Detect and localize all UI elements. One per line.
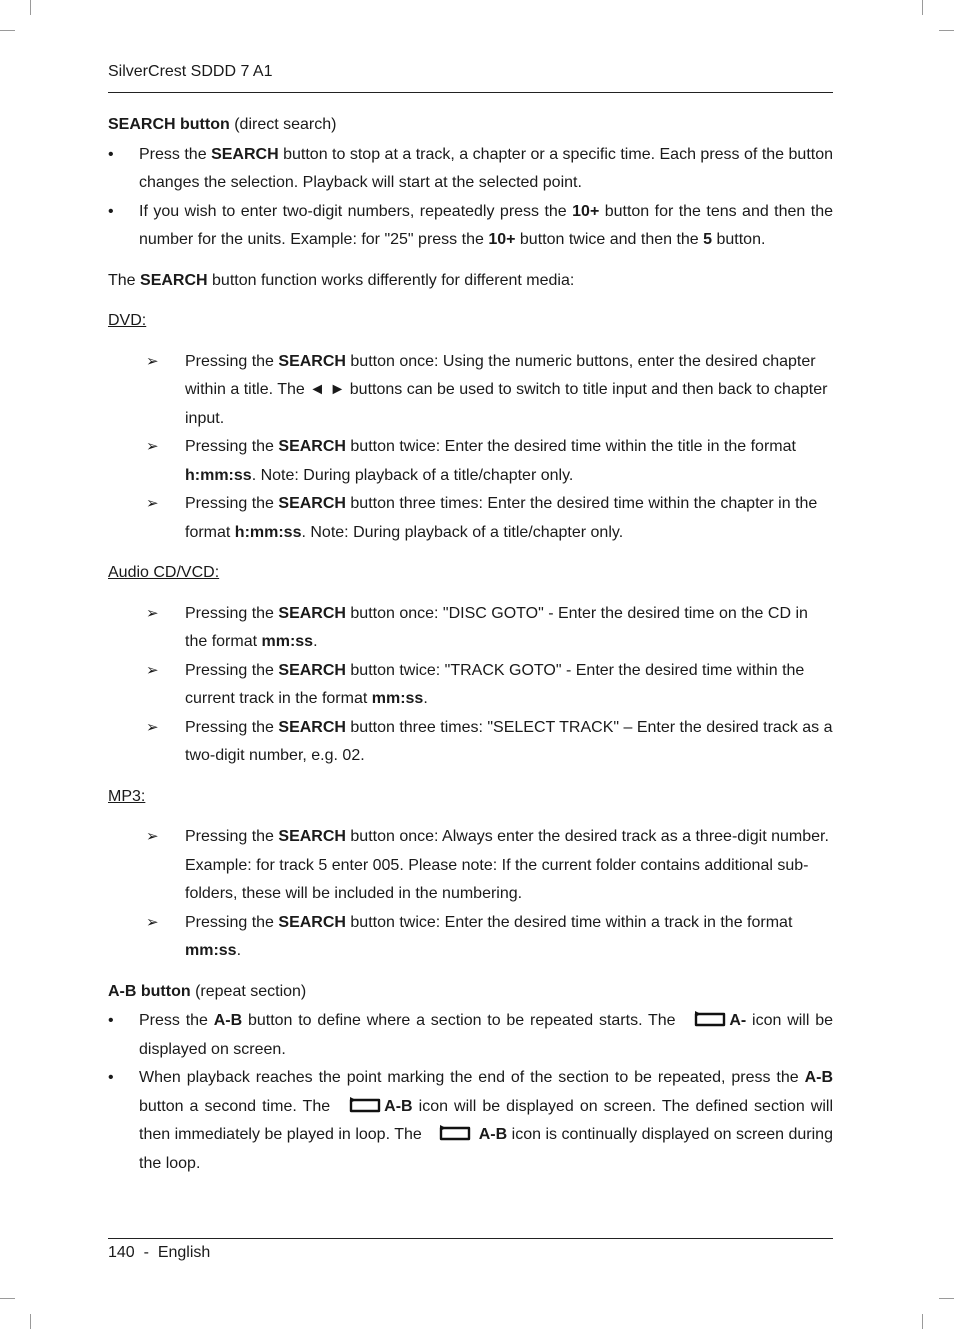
page-number: 140 [108, 1244, 135, 1261]
repeat-icon [693, 1011, 727, 1028]
crop-mark [0, 1298, 15, 1299]
list-item: • Press the A-B button to define where a section to be repeated starts. The A- icon will be displayed on screen. [108, 1012, 833, 1058]
crop-mark [939, 1298, 954, 1299]
cd-list [108, 600, 833, 771]
list-item: ➢ Pressing the SEARCH button once: "DISC GOTO" - Enter the desired time on the CD in the format mm:ss. [146, 604, 808, 650]
header-rule [108, 92, 833, 93]
cd-heading: Audio CD/VCD: [108, 564, 220, 581]
footer-language: English [157, 1244, 211, 1261]
repeat-icon [348, 1097, 382, 1114]
search-intro: The SEARCH button function works differently for different media: [108, 271, 575, 289]
mp3-list [108, 823, 833, 966]
crop-mark [0, 30, 15, 31]
crop-mark [30, 0, 31, 15]
list-item: ➢ Pressing the SEARCH button three times: Enter the desired time within the chapter in the format h:mm:ss. Note: During playback of a title/chapter only. [146, 495, 818, 541]
crop-mark [30, 1314, 31, 1329]
list-item: ➢ Pressing the SEARCH button once: Using the numeric buttons, enter the desired chapter within a title. The ◄ ► buttons can be used to switch to title input and then back to chapter input. [146, 352, 828, 427]
footer-rule [108, 1238, 833, 1239]
ab-bullets [108, 1007, 833, 1178]
crop-mark [922, 1314, 923, 1329]
list-item: ➢ Pressing the SEARCH button twice: Enter the desired time within the title in the format h:mm:ss. Note: During playback of a title/chapter only. [146, 438, 796, 484]
search-heading: SEARCH button (direct search) [108, 116, 337, 133]
crop-mark [922, 0, 923, 15]
page-header: SilverCrest SDDD 7 A1 [108, 63, 273, 80]
ab-heading: A-B button (repeat section) [108, 982, 307, 1000]
dvd-heading: DVD: [108, 312, 147, 329]
repeat-icon [438, 1125, 472, 1142]
list-item: ➢ Pressing the SEARCH button once: Always enter the desired track as a three-digit number. Example: for track 5 enter 005. Please note: If the current folder contains additional sub-folders, these will be included in the numbering. [146, 828, 829, 902]
page-content [108, 111, 833, 1178]
list-item: • If you wish to enter two-digit numbers, repeatedly press the 10+ button for the tens and then the number for the units. Example: for "25" press the 10+ button twice and then the 5 button. [108, 202, 833, 248]
mp3-heading: MP3: [108, 787, 146, 805]
list-item: ➢ Pressing the SEARCH button twice: "TRACK GOTO" - Enter the desired time within the current track in the format mm:ss. [146, 661, 805, 707]
list-item: • When playback reaches the point marking the end of the section to be repeated, press the A-B button a second time. The A-B icon will be displayed on screen. The defined section will then immediately be played in loop. The A-B icon is continually displayed on screen during the loop. [108, 1069, 834, 1172]
list-item: ➢ Pressing the SEARCH button twice: Enter the desired time within a track in the format mm:ss. [146, 913, 793, 959]
search-bullets [108, 141, 833, 255]
crop-mark [939, 30, 954, 31]
dvd-list [108, 348, 833, 548]
page-footer: 140 - English [108, 1244, 211, 1261]
list-item: • Press the SEARCH button to stop at a track, a chapter or a specific time. Each press of the button changes the selection. Playback will start at the selected point. [108, 145, 834, 191]
list-item: ➢ Pressing the SEARCH button three times: "SELECT TRACK" – Enter the desired track as a two-digit number, e.g. 02. [146, 718, 833, 764]
